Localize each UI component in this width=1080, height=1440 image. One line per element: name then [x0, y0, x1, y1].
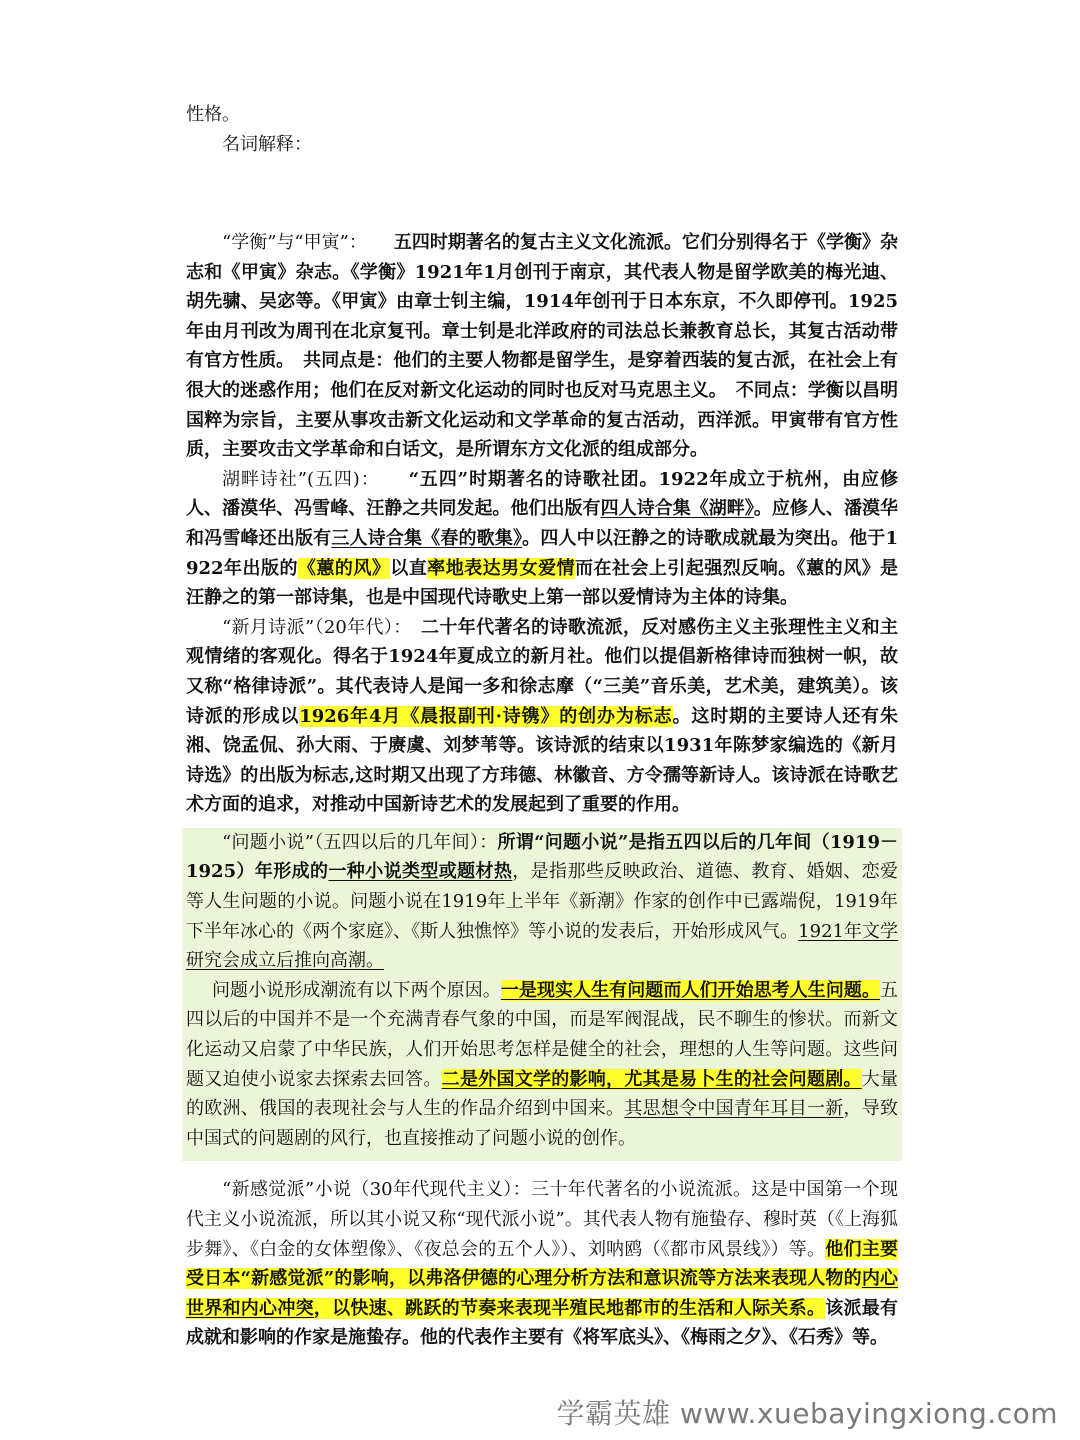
underlined-phrase: 四人诗合集《湖畔》: [600, 498, 754, 520]
entry-new-sensationism: “新感觉派”小说（30年代现代主义）：三十年代著名的小说流派。这是中国第一个现代主义小说流派，所以其小说又称“现代派小说”。其代表人物有施蛰存、穆时英（《上海狐步舞》、《白金的女体塑像》、《夜总会的五个人》）、刘呐鸥（《都市风景线》）等。他们主要受日本“新感觉派”的影响，以弗洛伊德的心理分析方法和意识流等方法来表现人物的内心世界和内心冲突，以快速、跳跃的节奏来表现半殖民地都市的生活和人际关系。该派最有成就和影响的作家是施蛰存。他的代表作主要有《将军底头》、《梅雨之夕》、《石秀》等。: [186, 1179, 899, 1349]
entry-term: “问题小说”（五四以后的几年间）：: [222, 831, 498, 853]
entry-term: “新感觉派”小说（30年代现代主义）：: [222, 1179, 531, 1201]
problem-novel-reasons: 问题小说形成潮流有以下两个原因。一是现实人生有问题而人们开始思考人生问题。五四以后的中国并不是一个充满青春气象的中国，而是军阀混战，民不聊生的惨状。而新文化运动又启蒙了中华民族，人们开始思考怎样是健全的社会，理想的人生等问题。这些问题又迫使小说家去探索去回答。二是外国文学的影响，尤其是易卜生的社会问题剧。大量的欧洲、俄国的表现社会与人生的作品介绍到中国来。其思想令中国青年耳目一新，导致中国式的问题剧的风行，也直接推动了问题小说的创作。: [186, 979, 899, 1149]
spacer: [186, 1161, 898, 1175]
problem-novel-block: [182, 828, 902, 1162]
highlighted-phrase: 1926年4月《晨报副刊·诗镌》的创办为标志: [299, 705, 673, 727]
highlighted-phrase: 率地表达男女爱情: [427, 557, 576, 579]
highlighted-phrase: ，以快速、跳跃的节奏来表现半殖民地都市的生活和人际关系。: [313, 1297, 826, 1319]
spacer: [186, 160, 898, 228]
underlined-phrase: 1921年文学研究会成立后推向高潮。: [186, 920, 898, 972]
entry-crescent-poetry-school: “新月诗派”（20年代）： 二十年代著名的诗歌流派，反对感伤主义主张理性主义和主观情绪的客观化。得名于1924年夏成立的新月社。他们以提倡新格律诗而独树一帜，故又称“格律诗派”。其代表诗人是闻一多和徐志摩（“三美”音乐美，艺术美，建筑美）。该诗派的形成以1926年4月《晨报副刊·诗镌》的创办为标志。这时期的主要诗人还有朱湘、饶孟侃、孙大雨、于赓虞、刘梦苇等。该诗派的结束以1931年陈梦家编选的《新月诗选》的出版为标志,这时期又出现了方玮德、林徽音、方令孺等新诗人。该诗派在诗歌艺术方面的追求，对推动中国新诗艺术的发展起到了重要的作用。: [186, 616, 899, 816]
underlined-phrase: 其思想令中国青年耳目一新: [624, 1098, 844, 1120]
underlined-phrase: 一种小说类型或题材热: [328, 861, 513, 883]
entry-term: “学衡”与“甲寅”：: [222, 232, 394, 253]
entry-hupan-poetry-society: 湖畔诗社”(五四)： “五四”时期著名的诗歌社团。1922年成立于杭州，由应修人、潘漠华、冯雪峰、汪静之共同发起。他们出版有四人诗合集《湖畔》。应修人、潘漠华和冯雪峰还出版有三人诗合集《春的歌集》。四人中以汪静之的诗歌成就最为突出。他于1922年出版的《蕙的风》以直率地表达男女爱情而在社会上引起强烈反响。《蕙的风》是汪静之的第一部诗集，也是中国现代诗歌史上第一部以爱情诗为主体的诗集。: [186, 468, 899, 609]
entry-term: “新月诗派”（20年代）：: [222, 616, 421, 638]
document-body: [186, 100, 898, 1353]
underlined-phrase: 三人诗合集《春的歌集》: [331, 527, 523, 549]
highlighted-phrase: 《蕙的风》: [297, 557, 391, 579]
entry-text: 五四时期著名的复古主义文化流派。它们分别得名于《学衡》杂志和《甲寅》杂志。《学衡》1921年1月创刊于南京，其代表人物是留学欧美的梅光迪、胡先骕、吴宓等。《甲寅》由章士钊主编，1914年创刊于日本东京，不久即停刊。1925年由月刊改为周刊在北京复刊。章士钊是北洋政府的司法总长兼教育总长，其复古活动带有官方性质。 共同点是：他们的主要人物都是留学生，是穿着西装的复古派，在社会上有很大的迷惑作用；他们在反对新文化运动的同时也反对马克思主义。 不同点：学衡以昌明国粹为宗旨，主要从事攻击新文化运动和文学革命的复古活动，西洋派。甲寅带有官方性质，主要攻击文学革命和白话文，是所谓东方文化派的组成部分。: [186, 232, 899, 461]
entry-problem-novel: “问题小说”（五四以后的几年间）：所谓“问题小说”是指五四以后的几年间（1919－1925）年形成的一种小说类型或题材热，是指那些反映政治、道德、教育、婚姻、恋爱等人生问题的小说。问题小说在1919年上半年《新潮》作家的创作中已露端倪，1919年下半年冰心的《两个家庭》、《斯人独憔悴》等小说的发表后，开始形成风气。1921年文学研究会成立后推向高潮。: [186, 831, 898, 972]
highlighted-phrase: 二是外国文学的影响，尤其是易卜生的社会问题剧。: [441, 1068, 862, 1090]
intro-line: 性格。: [186, 104, 240, 125]
entry-xueheng-jiayin: [186, 228, 898, 465]
section-heading: 名词解释：: [222, 134, 312, 155]
highlighted-phrase: 他们主要受日本“新感觉派”的影响，以弗洛伊德的心理分析方法和意识流等方法来表现人物的: [186, 1238, 898, 1290]
watermark: 学霸英雄 www.xuebayingxiong.com: [556, 1397, 1058, 1430]
entry-term: 湖畔诗社”(五四)：: [222, 468, 409, 490]
highlighted-phrase: 一是现实人生有问题而人们开始思考人生问题。: [500, 979, 881, 1001]
highlighted-phrase: 内心世界和内心冲突: [186, 1268, 898, 1319]
